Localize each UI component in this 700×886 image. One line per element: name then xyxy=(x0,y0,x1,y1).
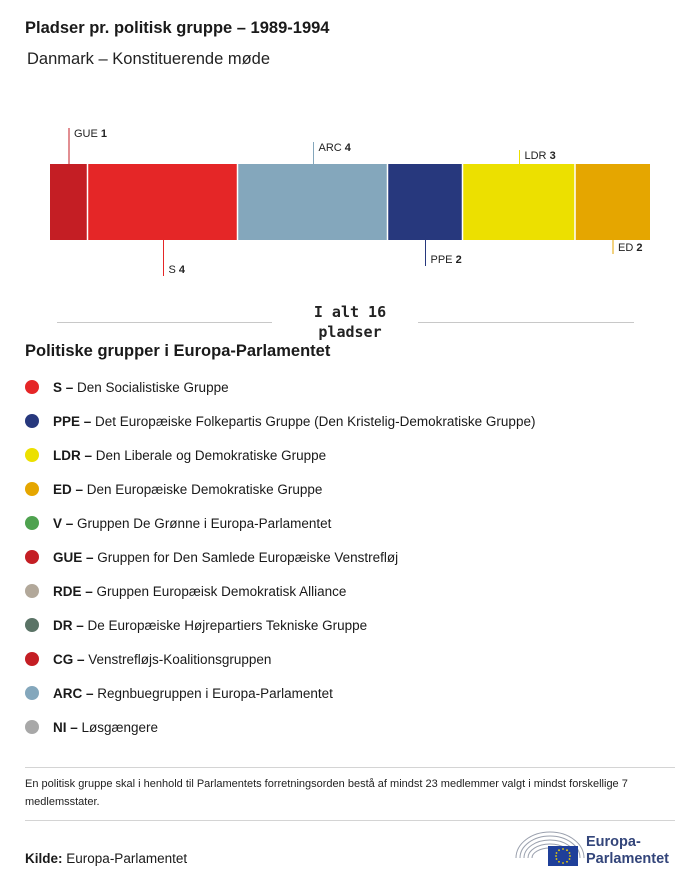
legend-code: GUE – xyxy=(53,549,94,565)
logo-line-2: Parlamentet xyxy=(586,851,670,867)
legend-name: Gruppen De Grønne i Europa-Parlamentet xyxy=(73,515,332,531)
legend-code: S – xyxy=(53,379,74,395)
legend-item xyxy=(25,506,535,540)
legend-code: PPE – xyxy=(53,413,92,429)
chart-subtitle: Danmark – Konstituerende møde xyxy=(27,50,271,68)
legend-item xyxy=(25,404,535,438)
legend-swatch xyxy=(25,652,39,666)
legend-code: ED – xyxy=(53,481,84,497)
bar-segment-ldr xyxy=(463,164,576,240)
legend-code: DR – xyxy=(53,617,84,633)
source-value: Europa-Parlamentet xyxy=(66,851,188,866)
legend-code: V – xyxy=(53,515,74,531)
legend-name: Gruppen for Den Samlede Europæiske Venstrefløj xyxy=(93,549,399,565)
legend-item xyxy=(25,710,535,744)
legend-item xyxy=(25,540,535,574)
legend-title: Politiske grupper i Europa-Parlamentet xyxy=(25,342,331,360)
footnote: En politisk gruppe skal i henhold til Parlamentets forretningsorden bestå af mindst 23 medlemmer valgt i mindst forskellige 7 medlemsstater. xyxy=(25,778,628,808)
legend-name: Det Europæiske Folkepartis Gruppe (Den Kristelig-Demokratiske Gruppe) xyxy=(91,413,536,429)
bar-segment-ed xyxy=(575,164,650,240)
legend-item xyxy=(25,574,535,608)
legend-swatch xyxy=(25,482,39,496)
legend-code: CG – xyxy=(53,651,85,667)
bar-label-s: S 4 xyxy=(168,264,186,276)
legend-name: Løsgængere xyxy=(77,719,159,735)
legend-item xyxy=(25,438,535,472)
bar-label-ed: ED 2 xyxy=(618,242,643,254)
legend-code: ARC – xyxy=(53,685,94,701)
source-line xyxy=(25,851,187,866)
bar-label-gue: GUE 1 xyxy=(74,128,108,140)
source-label: Kilde: xyxy=(25,851,63,866)
legend-list xyxy=(25,370,535,744)
legend-item xyxy=(25,370,535,404)
bar-segment-arc xyxy=(238,164,388,240)
legend-swatch xyxy=(25,550,39,564)
legend-code: NI – xyxy=(53,719,78,735)
legend-name: Gruppen Europæisk Demokratisk Alliance xyxy=(92,583,347,599)
legend-swatch xyxy=(25,448,39,462)
logo-wordmark xyxy=(586,834,669,868)
note-divider-top xyxy=(25,767,675,768)
bar-label-ppe: PPE 2 xyxy=(430,254,462,266)
legend-name: De Europæiske Højrepartiers Tekniske Gruppe xyxy=(83,617,368,633)
logo-line-1: Europa- xyxy=(586,834,641,850)
legend-item xyxy=(25,608,535,642)
bar-segment-ppe xyxy=(388,164,463,240)
total-divider-right xyxy=(418,322,634,323)
legend-code: RDE – xyxy=(53,583,93,599)
bar-segment-s xyxy=(88,164,238,240)
legend-name: Den Europæiske Demokratiske Gruppe xyxy=(83,481,323,497)
legend-swatch xyxy=(25,686,39,700)
legend-swatch xyxy=(25,380,39,394)
legend-name: Regnbuegruppen i Europa-Parlamentet xyxy=(93,685,333,701)
legend-name: Venstrefløjs-Koalitionsgruppen xyxy=(84,651,272,667)
legend-swatch xyxy=(25,618,39,632)
legend-name: Den Liberale og Demokratiske Gruppe xyxy=(92,447,327,463)
bar-segment-gue xyxy=(50,164,88,240)
legend-swatch xyxy=(25,516,39,530)
chart-title: Pladser pr. politisk gruppe – 1989-1994 xyxy=(25,19,330,37)
legend-item xyxy=(25,642,535,676)
bar-label-ldr: LDR 3 xyxy=(524,150,556,162)
legend-swatch xyxy=(25,720,39,734)
legend-code: LDR – xyxy=(53,447,93,463)
seat-bar-chart xyxy=(0,110,700,290)
legend-item xyxy=(25,472,535,506)
legend-name: Den Socialistiske Gruppe xyxy=(73,379,229,395)
total-seats-label: I alt 16 pladser xyxy=(313,303,387,341)
legend-item xyxy=(25,676,535,710)
legend-swatch xyxy=(25,584,39,598)
legend-swatch xyxy=(25,414,39,428)
note-divider-bottom xyxy=(25,820,675,821)
bar-label-arc: ARC 4 xyxy=(318,142,351,154)
total-divider-left xyxy=(57,322,272,323)
